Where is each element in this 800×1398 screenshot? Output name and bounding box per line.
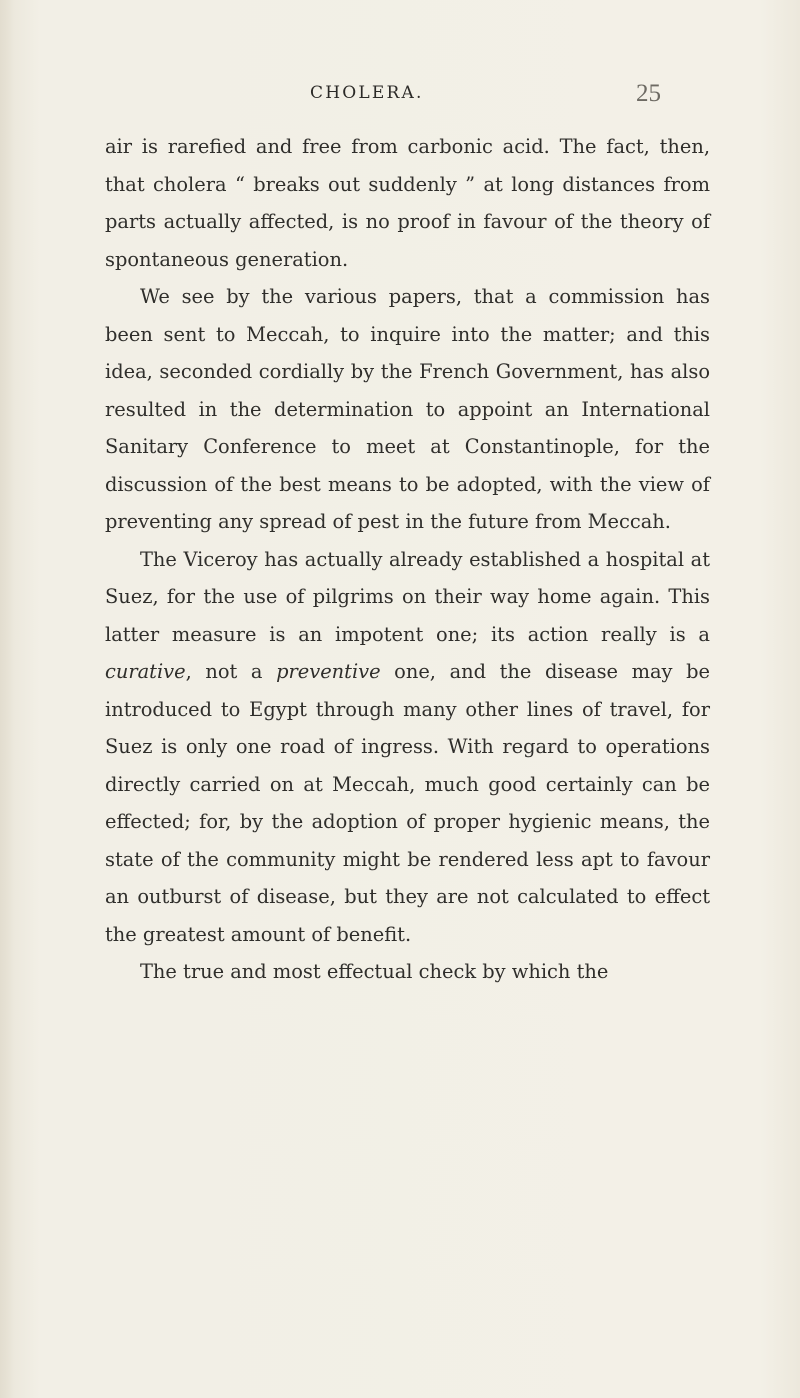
running-head <box>0 80 800 113</box>
paragraph-3-text-2: , not a <box>185 660 277 683</box>
paragraph-3-text-3: one, and the disease may be introduced to Egypt through many other lines of travel, for Suez is only one road of ingress. With regard to operations directly carried on at Meccah, much good certainly can be effected; for, by the adoption of proper hygienic means, the state of the community might be rendered less apt to favour an outburst of disease, but they are not calculated to effect the greatest amount of benefit. <box>105 660 710 946</box>
page-number: 25 <box>636 80 661 107</box>
paragraph-3-text-1: The Viceroy has actually already established a hospital at Suez, for the use of pilgrims on their way home again. This latter measure is an impotent one; its action really is a <box>105 547 710 646</box>
emphasis-curative: curative <box>105 660 186 683</box>
paragraph-1: air is rarefied and free from carbonic acid. The fact, then, that cholera “ breaks out suddenly ” at long distances from parts actually affected, is no proof in favour of the theory of spontaneous generation. <box>105 135 710 271</box>
page-edge-shadow <box>0 0 14 1398</box>
paragraph-2: We see by the various papers, that a commission has been sent to Meccah, to inquire into the matter; and this idea, seconded cordially by the French Government, has also resulted in the determination to appoint an International Sanitary Conference to meet at Constantinople, for the discussion of the best means to be adopted, with the view of preventing any spread of pest in the future from Meccah. <box>105 285 710 533</box>
paragraph-3 <box>105 541 710 954</box>
body-text <box>105 128 710 991</box>
emphasis-preventive: preventive <box>276 660 381 683</box>
running-head-title: CHOLERA. <box>310 83 424 103</box>
paragraph-4: The true and most effectual check by which the <box>140 960 609 983</box>
